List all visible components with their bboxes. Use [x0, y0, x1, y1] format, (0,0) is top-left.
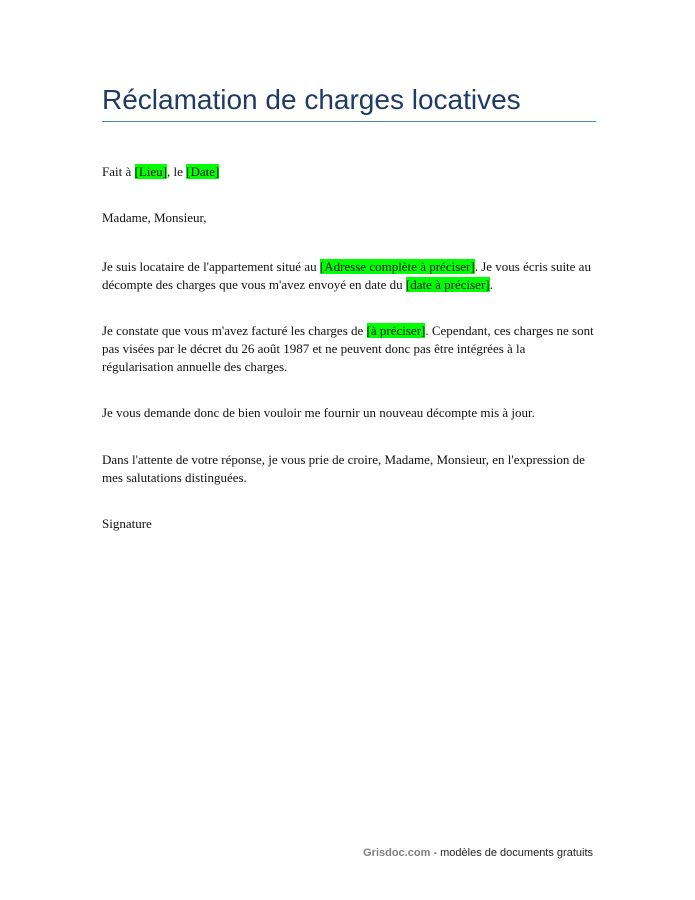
signature: Signature [102, 516, 152, 531]
footer-tagline: - modèles de documents gratuits [430, 847, 593, 859]
place-placeholder: [Lieu] [134, 164, 167, 179]
paragraph-1-text-1: Je suis locataire de l'appartement situé au [102, 259, 320, 274]
paragraph-2 [102, 322, 596, 376]
charges-placeholder: [à préciser] [366, 323, 426, 338]
paragraph-3: Je vous demande donc de bien vouloir me fournir un nouveau décompte mis à jour. [102, 405, 535, 420]
place-prefix: Fait à [102, 164, 135, 179]
closing-paragraph: Dans l'attente de votre réponse, je vous prie de croire, Madame, Monsieur, en l'expression de mes salutations distinguées. [102, 452, 585, 485]
paragraph-2-text-1: Je constate que vous m'avez facturé les charges de [102, 323, 367, 338]
paragraph-1-text-3: . [489, 277, 493, 292]
footer-brand: Grisdoc.com [363, 847, 431, 859]
page-title: Réclamation de charges locatives [102, 84, 521, 115]
address-placeholder: [Adresse complète à préciser] [319, 259, 475, 274]
date-placeholder: [Date] [186, 164, 220, 179]
paragraph-1 [102, 258, 596, 294]
paragraph-2-text-2: . Cependant, ces charges ne sont pas visées par le décret du 26 août 1987 et ne peuvent donc pas être intégrées à la régularisation annuelle des charges. [102, 323, 594, 374]
statement-date-placeholder: [date à préciser] [405, 277, 490, 292]
title-underline [102, 121, 596, 122]
salutation: Madame, Monsieur, [102, 210, 207, 225]
place-middle: , le [166, 164, 187, 179]
place-date-line [102, 163, 596, 181]
paragraph-1-text-2: . Je vous écris suite au décompte des charges que vous m'avez envoyé en date du [102, 259, 591, 292]
footer [363, 845, 593, 861]
